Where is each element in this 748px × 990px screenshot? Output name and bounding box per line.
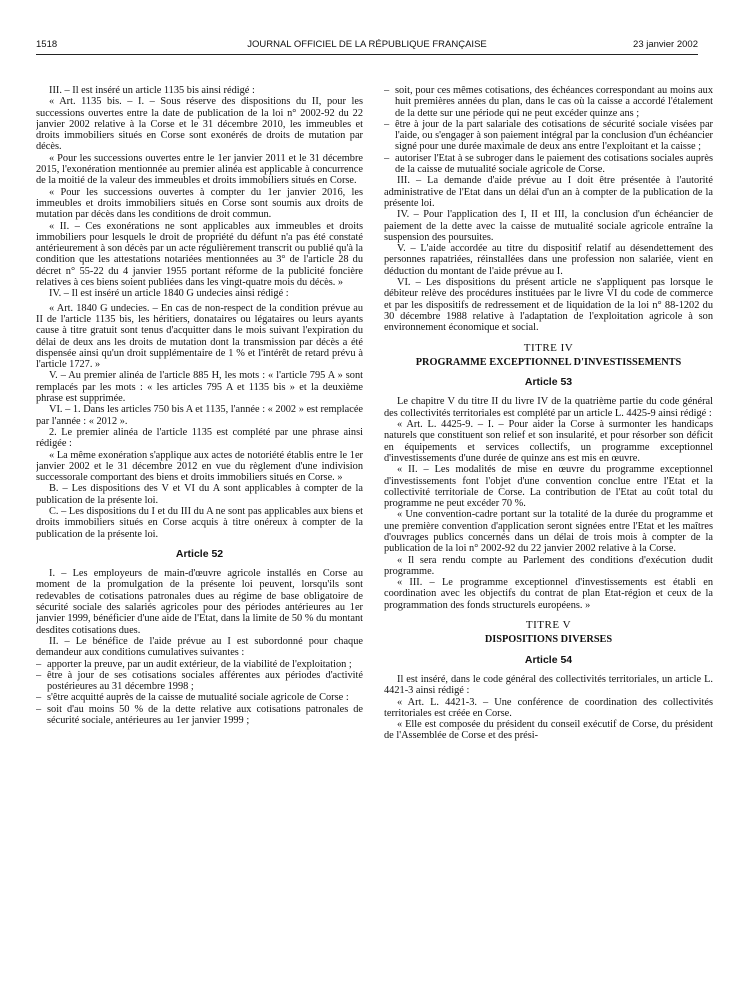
page-number: 1518 (36, 39, 58, 50)
paragraph: III. – Il est inséré un article 1135 bis ainsi rédigé : (49, 85, 255, 96)
paragraph: « II. – Les modalités de mise en œuvre du programme exceptionnel d'investissements font l'objet d'une convention conclue entre l'Etat et la collectivité territoriale de Corse. La contribution de l'Etat au coût total du programme ne peut excéder 70 %. (384, 464, 713, 510)
paragraph: V. – L'aide accordée au titre du dispositif relatif au désendettement des personnes rapatriées, réinstallées dans une profession non salariée, vient en déduction du montant de l'aide prévue au I. (384, 243, 713, 277)
paragraph: 2. Le premier alinéa de l'article 1135 est complété par une phrase ainsi rédigée : (36, 426, 363, 450)
titre-v-heading: TITRE V (525, 619, 572, 632)
list-item: – être à jour de la part salariale des cotisations de sécurité sociale visées par l'aide, ou s'engager à son paiement intégral par la conclusion d'un échéancier signé pour une durée maximale de deux ans entre l'exploitant et la caisse ; (384, 119, 713, 153)
paragraph: VI. – 1. Dans les articles 750 bis A et 1135, l'année : « 2002 » est remplacée par l'année : « 2012 ». (36, 404, 363, 427)
list-item: – soit, pour ces mêmes cotisations, des échéances correspondant au moins aux huit premières années du plan, dans le cas où la caisse a accordé l'étalement de la dette sur une période qui ne peut excéder quinze ans ; (384, 85, 713, 119)
paragraph: Il est inséré, dans le code général des collectivités territoriales, un article L. 4421-3 ainsi rédigé : (384, 673, 713, 697)
paragraph: « Pour les successions ouvertes entre le 1er janvier 2011 et le 31 décembre 2015, l'exonération mentionnée au premier alinéa est applicable à concurrence de la moitié de la valeur des immeubles et droits immobiliers situés en Corse. (36, 152, 363, 187)
left-column (36, 85, 363, 990)
right-column (384, 85, 713, 990)
issue-date: 23 janvier 2002 (633, 39, 698, 50)
article-52-heading: Article 52 (175, 547, 224, 560)
list-item: – autoriser l'Etat à se subroger dans le paiement des cotisations sociales auprès de la caisse de mutualité sociale agricole de Corse. (384, 153, 713, 176)
titre-iv-subtitle: PROGRAMME EXCEPTIONNEL D'INVESTISSEMENTS (415, 356, 682, 368)
list-item: – être à jour de ses cotisations sociales afférentes aux périodes d'activité postérieures au 31 décembre 1998 ; (36, 670, 363, 693)
paragraph: VI. – Les dispositions du présent article ne s'appliquent pas lorsque le débiteur relève des procédures instituées par le livre VI du code de commerce et par les dispositifs de redressement et de liquidation de la loi n° 88-1202 du 30 décembre 1988 relative à l'adaptation de l'exploitation agricole à son environnement économique et social. (384, 277, 713, 334)
paragraph: « II. – Ces exonérations ne sont applicables aux immeubles et droits immobiliers pour lesquels le droit de propriété du défunt n'a pas été constaté antérieurement à son décès par un acte régulièrement transcrit ou publié qu'à la condition que les attestations notariées mentionnées au 3° de l'article 28 du décret n° 55-22 du 4 janvier 1955 portant réforme de la publicité foncière relatives à ces biens soient publiées dans les vingt-quatre mois du décès. » (36, 220, 363, 289)
titre-v-subtitle: DISPOSITIONS DIVERSES (484, 634, 613, 646)
page-header (36, 39, 698, 53)
paragraph: « Il sera rendu compte au Parlement des conditions d'exécution dudit programme. (384, 554, 713, 577)
list-item: – soit d'au moins 50 % de la dette relative aux cotisations patronales de sécurité sociale, antérieures au 1er janvier 1999 ; (36, 704, 363, 727)
article-54-heading: Article 54 (524, 653, 573, 666)
paragraph: « Une convention-cadre portant sur la totalité de la durée du programme et une première convention d'application seront signées entre l'Etat et les maîtres d'ouvrages publics concernés dans un délai de trois mois à compter de la publication de la loi n° 2002-92 du 22 janvier 2002 relative à la Corse. (384, 509, 713, 555)
paragraph: V. – Au premier alinéa de l'article 885 H, les mots : « l'article 795 A » sont remplacés par les mots : « les articles 795 A et 1135 bis » et la deuxième phrase est supprimée. (36, 370, 363, 405)
paragraph: IV. – Pour l'application des I, II et III, la conclusion d'un échéancier de paiement de la dette avec la caisse de mutualité sociale agricole entraîne la suspension des poursuites. (384, 209, 713, 243)
paragraph: Le chapitre V du titre II du livre IV de la quatrième partie du code général des collectivités territoriales est complété par un article L. 4425-9 ainsi rédigé : (384, 396, 713, 419)
header-rule (36, 54, 698, 55)
paragraph: III. – La demande d'aide prévue au I doit être présentée à l'autorité administrative de l'Etat dans un délai d'un an à compter de la publication de la présente loi. (384, 175, 713, 209)
paragraph: « La même exonération s'applique aux actes de notoriété établis entre le 1er janvier 2002 et le 31 décembre 2012 en vue du règlement d'une indivision successorale comportant des biens et droits immobiliers situés en Corse. » (36, 449, 363, 484)
paragraph: I. – Les employeurs de main-d'œuvre agricole installés en Corse au moment de la promulgation de la présente loi peuvent, lorsqu'ils sont redevables de cotisations patronales dues au régime de base obligatoire de sécurité sociale des salariés agricoles pour des périodes antérieures au 1er janvier 1999, bénéficier d'une aide de l'Etat, dans la limite de 50 % du montant desdites cotisations dues. (36, 568, 363, 636)
paragraph: B. – Les dispositions des V et VI du A sont applicables à compter de la publication de la présente loi. (36, 483, 363, 506)
paragraph: « Art. 1135 bis. – I. – Sous réserve des dispositions du II, pour les successions ouvertes entre la date de publication de la loi n° 2002-92 du 22 janvier 2002 relative à la Corse et le 31 décembre 2010, les immeubles et droits immobiliers situés en Corse sont exonérés de droits de mutation par décès. (36, 96, 363, 153)
paragraph: II. – Le bénéfice de l'aide prévue au I est subordonné pour chaque demandeur aux conditions cumulatives suivantes : (36, 635, 363, 659)
list-item: – apporter la preuve, par un audit extérieur, de la viabilité de l'exploitation ; (36, 659, 363, 670)
paragraph: « Elle est composée du président du conseil exécutif de Corse, du président de l'Assemblée de Corse et des prési- (384, 719, 713, 742)
journal-title: JOURNAL OFFICIEL DE LA RÉPUBLIQUE FRANÇAISE (247, 39, 487, 50)
list-item: – s'être acquitté auprès de la caisse de mutualité sociale agricole de Corse : (36, 692, 363, 703)
titre-iv-heading: TITRE IV (523, 341, 574, 354)
paragraph: IV. – Il est inséré un article 1840 G undecies ainsi rédigé : (49, 288, 289, 300)
paragraph: « III. – Le programme exceptionnel d'investissements est établi en coordination avec les objectifs du contrat de plan Etat-région et ceux de la programmation des fonds structurels européens. » (384, 577, 713, 611)
paragraph: C. – Les dispositions du I et du III du A ne sont pas applicables aux biens et droits immobiliers situés en Corse acquis à titre onéreux à compter de la publication de la présente loi. (36, 505, 363, 540)
paragraph: « Art. L. 4421-3. – Une conférence de coordination des collectivités territoriales est créée en Corse. (384, 696, 713, 719)
paragraph: « Art. L. 4425-9. – I. – Pour aider la Corse à surmonter les handicaps naturels que constituent son relief et son insularité, et pour résorber son déficit en équipements et services collectifs, un programme exceptionnel d'investissements d'une durée de quinze ans est mis en œuvre. (384, 419, 713, 464)
paragraph: « Art. 1840 G undecies. – En cas de non-respect de la condition prévue au II de l'article 1135 bis, les héritiers, donataires ou légataires ou leurs ayants cause à titre gratuit sont tenus d'acquitter dans le mois suivant l'expiration du délai de deux ans les droits de mutation dont la transmission par décès a été dispensée ainsi qu'un droit supplémentaire de 1 % et l'intérêt de retard prévu à l'article 1727. » (36, 302, 363, 371)
paragraph: « Pour les successions ouvertes à compter du 1er janvier 2016, les immeubles et droits immobiliers situés en Corse sont soumis aux droits de mutation par décès dans les conditions de droit commun. (36, 186, 363, 221)
article-53-heading: Article 53 (524, 376, 573, 389)
